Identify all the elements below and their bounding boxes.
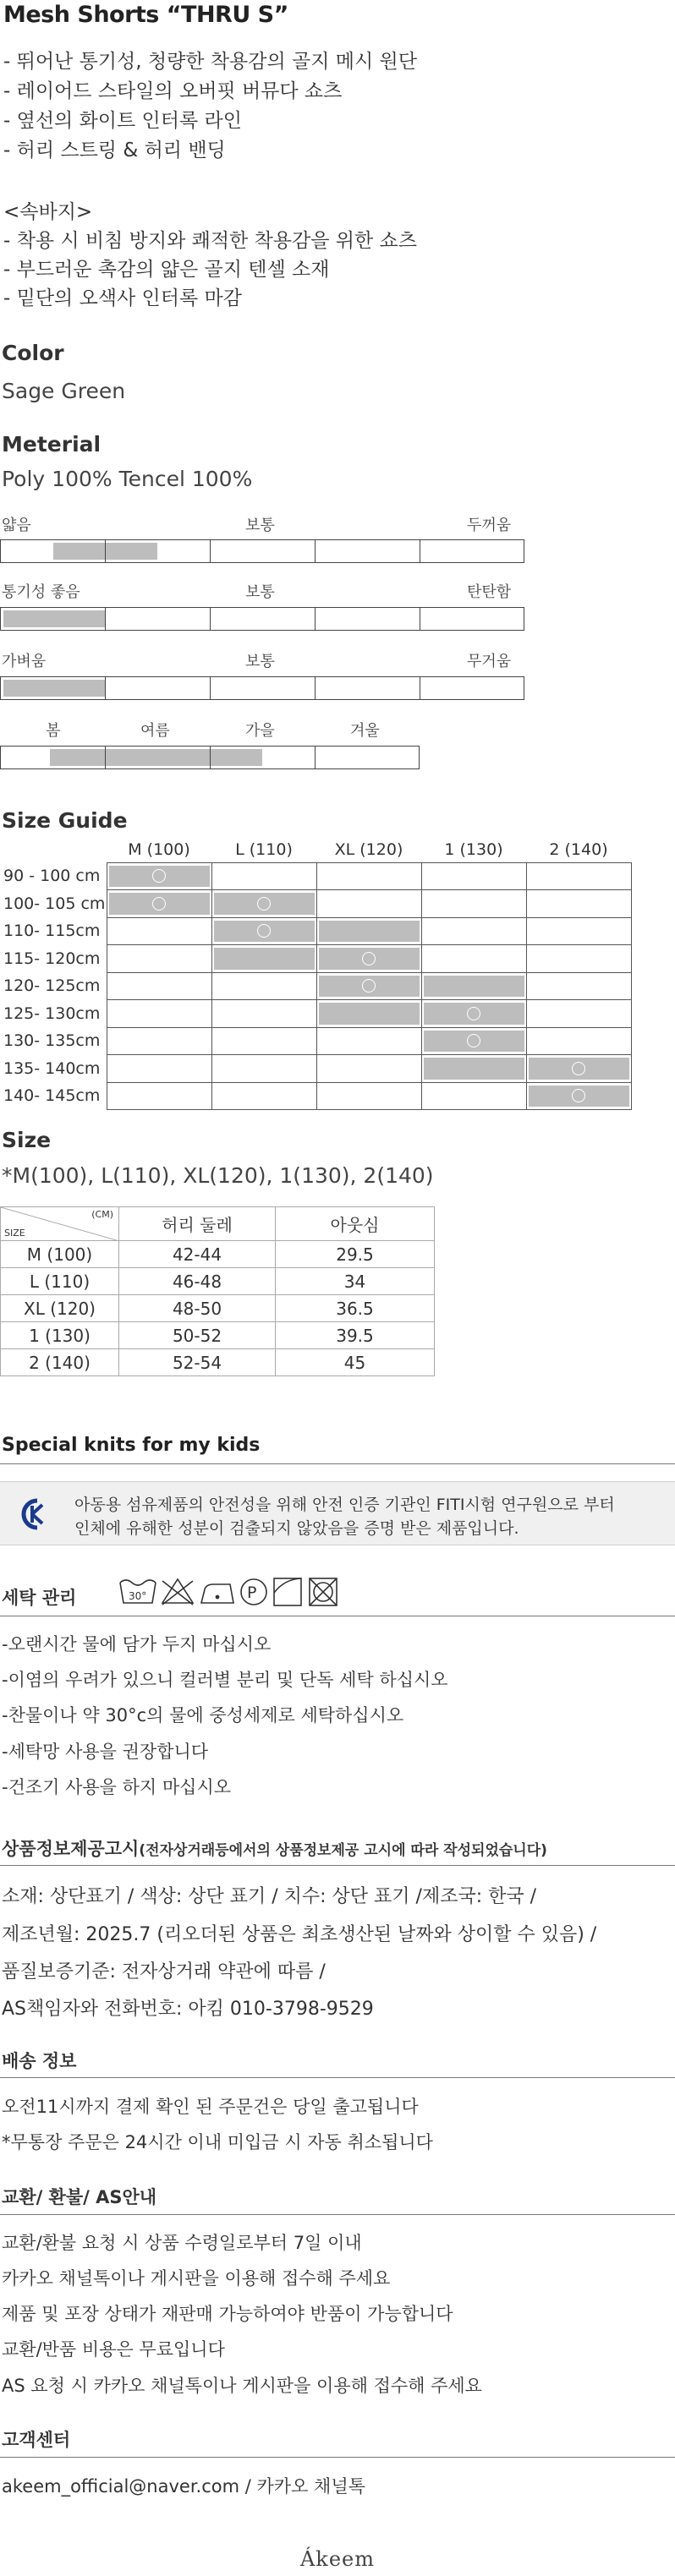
line-dry-icon bbox=[274, 1578, 301, 1605]
size-guide-row-label: 115- 120cm bbox=[3, 949, 101, 968]
size-cell: 42-44 bbox=[119, 1241, 276, 1268]
kc-mark-icon bbox=[20, 1497, 54, 1531]
size-guide-cell bbox=[107, 1000, 211, 1028]
size-guide-cell bbox=[211, 1027, 316, 1055]
size-cell: 34 bbox=[276, 1268, 435, 1295]
size-guide-cell bbox=[526, 917, 631, 945]
size-guide-row-label: 110- 115cm bbox=[3, 922, 101, 941]
description-line: - 허리 스트링 & 허리 밴딩 bbox=[3, 139, 226, 161]
care-item: -찬물이나 약 30°c의 물에 중성세제로 세탁하십시오 bbox=[2, 1705, 404, 1726]
size-guide-row bbox=[0, 945, 631, 973]
size-guide-row-label: 90 - 100 cm bbox=[3, 867, 101, 886]
size-guide-row bbox=[0, 862, 631, 890]
size-cell: 52-54 bbox=[119, 1349, 276, 1376]
size-cell: 1 (130) bbox=[1, 1322, 119, 1349]
material-value: Poly 100% Tencel 100% bbox=[2, 467, 253, 491]
size-guide-cell bbox=[211, 1082, 316, 1110]
scale-right-label: 무거움 bbox=[467, 653, 512, 670]
size-guide-cell bbox=[316, 1055, 421, 1083]
size-guide-row bbox=[0, 1082, 631, 1110]
divider bbox=[0, 2214, 675, 2215]
size-cell: 39.5 bbox=[276, 1322, 435, 1349]
shipping-heading: 배송 정보 bbox=[2, 2051, 77, 2071]
season-label: 봄 bbox=[46, 722, 61, 740]
size-guide-heading: Size Guide bbox=[2, 808, 128, 833]
shipping-line: *무통장 주문은 24시간 이내 미입금 시 자동 취소됩니다 bbox=[2, 2132, 433, 2152]
notice-line: AS책임자와 전화번호: 아킴 010-3798-9529 bbox=[2, 1999, 374, 2020]
best-fit-circle-icon bbox=[572, 1062, 585, 1075]
size-cell: M (100) bbox=[1, 1241, 119, 1268]
size-guide-cell bbox=[421, 1055, 526, 1083]
scale-mid-label: 보통 bbox=[245, 583, 275, 601]
size-guide-column: M (100) bbox=[128, 840, 190, 859]
returns-line: 카카오 채널톡이나 게시판을 이용해 접수해 주세요 bbox=[2, 2268, 391, 2289]
size-guide-row bbox=[0, 917, 631, 945]
care-item: -오랜시간 물에 담가 두지 마십시오 bbox=[2, 1634, 272, 1654]
best-fit-circle-icon bbox=[467, 1034, 480, 1047]
shipping-line: 오전11시까지 결제 확인 된 주문건은 당일 출고됩니다 bbox=[2, 2097, 419, 2117]
best-fit-circle-icon bbox=[572, 1089, 585, 1102]
best-fit-circle-icon bbox=[257, 924, 271, 938]
thickness-scale-bar bbox=[0, 539, 524, 563]
notice-heading-sub: (전자상거래등에서의 상품정보제공 고시에 따라 작성되었습니다) bbox=[139, 1842, 547, 1859]
size-guide-cell bbox=[316, 1027, 421, 1055]
corner-unit-label: (CM) bbox=[91, 1209, 113, 1220]
wash-temp-label: 30° bbox=[129, 1590, 147, 1602]
size-guide-cell bbox=[211, 862, 316, 890]
returns-line: AS 요청 시 카카오 채널톡이나 게시판을 이용해 접수해 주세요 bbox=[2, 2376, 482, 2396]
size-guide-row-label: 135- 140cm bbox=[3, 1058, 101, 1078]
lining-line: - 밑단의 오색사 인터록 마감 bbox=[3, 287, 242, 309]
size-guide-cell bbox=[211, 890, 316, 918]
notice-heading bbox=[2, 1835, 547, 1861]
size-guide-cell bbox=[526, 1027, 631, 1055]
size-list: *M(100), L(110), XL(120), 1(130), 2(140) bbox=[2, 1163, 434, 1188]
no-bleach-icon bbox=[162, 1579, 193, 1605]
size-guide-cell bbox=[421, 1000, 526, 1028]
description-line: - 레이어드 스타일의 오버핏 버뮤다 쇼츠 bbox=[3, 80, 343, 102]
size-guide-cell bbox=[421, 1082, 526, 1110]
no-tumble-dry-icon bbox=[310, 1578, 337, 1605]
breathability-scale-bar bbox=[0, 607, 524, 631]
size-guide-row bbox=[0, 1055, 631, 1083]
size-guide-cell bbox=[421, 917, 526, 945]
size-table-header: 허리 둘레 bbox=[119, 1207, 276, 1241]
notice-line: 제조년월: 2025.7 (리오더된 상품은 최초생산된 날짜와 상이할 수 있음) / bbox=[2, 1924, 597, 1945]
size-guide-cell bbox=[421, 1027, 526, 1055]
size-cell: 36.5 bbox=[276, 1295, 435, 1322]
size-guide-cell bbox=[316, 1000, 421, 1028]
size-table-header: 아웃심 bbox=[276, 1207, 435, 1241]
description-line: - 뛰어난 통기성, 청량한 착용감의 골지 메시 원단 bbox=[3, 51, 417, 73]
scale-left-label: 얇음 bbox=[2, 517, 31, 534]
size-guide-cell bbox=[421, 972, 526, 1000]
size-guide-cell bbox=[211, 1055, 316, 1083]
product-title: Mesh Shorts “THRU S” bbox=[3, 2, 288, 28]
size-cell: XL (120) bbox=[1, 1295, 119, 1322]
size-guide-cell bbox=[316, 972, 421, 1000]
size-guide-row-label: 125- 130cm bbox=[3, 1004, 101, 1023]
size-guide-row bbox=[0, 1027, 631, 1055]
divider bbox=[0, 1463, 675, 1464]
divider bbox=[0, 2077, 675, 2078]
season-label: 가을 bbox=[245, 722, 275, 740]
svg-text:P: P bbox=[247, 1583, 257, 1602]
size-table bbox=[0, 1206, 435, 1376]
notice-line: 품질보증기준: 전자상거래 약관에 따름 / bbox=[2, 1961, 326, 1983]
size-guide-cell bbox=[107, 1082, 211, 1110]
size-guide-cell bbox=[107, 890, 211, 918]
size-guide-cell bbox=[526, 945, 631, 973]
scale-mid-label: 보통 bbox=[245, 653, 275, 670]
size-cell: L (110) bbox=[1, 1268, 119, 1295]
size-table-corner bbox=[1, 1207, 119, 1241]
size-guide-cell bbox=[107, 972, 211, 1000]
size-guide-table bbox=[0, 837, 632, 1110]
best-fit-circle-icon bbox=[152, 897, 166, 911]
divider bbox=[0, 2457, 675, 2458]
size-guide-cell bbox=[526, 1000, 631, 1028]
size-guide-cell bbox=[526, 862, 631, 890]
cs-line: akeem_official@naver.com / 카카오 채널톡 bbox=[2, 2476, 365, 2497]
corner-size-label: SIZE bbox=[4, 1228, 25, 1239]
returns-line: 교환/환불 요청 시 상품 수령일로부터 7일 이내 bbox=[2, 2233, 362, 2253]
size-cell: 2 (140) bbox=[1, 1349, 119, 1376]
size-guide-cell bbox=[526, 1055, 631, 1083]
description-list bbox=[3, 46, 417, 164]
best-fit-circle-icon bbox=[362, 952, 376, 965]
cs-heading: 고객센터 bbox=[2, 2430, 71, 2450]
size-guide-cell bbox=[316, 917, 421, 945]
color-heading: Color bbox=[2, 341, 64, 365]
size-guide-row bbox=[0, 1000, 631, 1028]
divider bbox=[0, 1865, 675, 1866]
returns-line: 제품 및 포장 상태가 재판매 가능하여야 반품이 가능합니다 bbox=[2, 2304, 453, 2324]
size-guide-cell bbox=[421, 862, 526, 890]
season-label: 여름 bbox=[140, 722, 170, 740]
size-guide-row-label: 130- 135cm bbox=[3, 1031, 101, 1051]
kc-text-line: 인체에 유해한 성분이 검출되지 않았음을 증명 받은 제품입니다. bbox=[74, 1519, 519, 1538]
size-guide-column: 2 (140) bbox=[549, 840, 608, 859]
returns-line: 교환/반품 비용은 무료입니다 bbox=[2, 2339, 225, 2360]
size-guide-column: 1 (130) bbox=[444, 840, 503, 859]
scale-right-label: 탄탄함 bbox=[467, 583, 512, 601]
returns-heading: 교환/ 환불/ AS안내 bbox=[2, 2187, 157, 2207]
weight-scale-bar bbox=[0, 676, 524, 700]
care-item: -건조기 사용을 하지 마십시오 bbox=[2, 1777, 232, 1797]
notice-line: 소재: 상단표기 / 색상: 상단 표기 / 치수: 상단 표기 /제조국: 한국 / bbox=[2, 1886, 537, 1907]
size-guide-cell bbox=[211, 917, 316, 945]
size-guide-cell bbox=[211, 945, 316, 973]
size-guide-cell bbox=[316, 890, 421, 918]
size-guide-cell bbox=[107, 1055, 211, 1083]
best-fit-circle-icon bbox=[362, 979, 376, 993]
scale-mid-label: 보통 bbox=[245, 517, 275, 534]
size-guide-cell bbox=[316, 1082, 421, 1110]
season-bar bbox=[0, 746, 420, 769]
lining-line: - 부드러운 촉감의 얇은 골지 텐셀 소재 bbox=[3, 259, 330, 281]
care-item: -이염의 우려가 있으니 컬러별 분리 및 단독 세탁 하십시오 bbox=[2, 1670, 448, 1690]
kc-text-line: 아동용 섬유제품의 안전성을 위해 안전 인증 기관인 FITI시험 연구원으로 부터 bbox=[74, 1496, 615, 1514]
care-icons-row bbox=[118, 1574, 347, 1608]
season-label: 겨울 bbox=[350, 722, 380, 740]
size-guide-column: XL (120) bbox=[334, 840, 403, 859]
size-guide-cell bbox=[211, 972, 316, 1000]
size-guide-cell bbox=[421, 945, 526, 973]
color-value: Sage Green bbox=[2, 379, 126, 403]
size-cell: 29.5 bbox=[276, 1241, 435, 1268]
kc-certification-box bbox=[0, 1481, 675, 1545]
lining-list bbox=[3, 196, 417, 311]
lining-line: - 착용 시 비침 방지와 쾌적한 착용감을 위한 쇼츠 bbox=[3, 230, 417, 252]
best-fit-circle-icon bbox=[257, 897, 271, 911]
size-guide-row bbox=[0, 972, 631, 1000]
size-guide-cell bbox=[107, 945, 211, 973]
care-item: -세탁망 사용을 권장합니다 bbox=[2, 1742, 209, 1762]
brand-logo: Ákeem bbox=[299, 2547, 376, 2571]
size-cell: 50-52 bbox=[119, 1322, 276, 1349]
best-fit-circle-icon bbox=[467, 1007, 480, 1020]
size-cell: 46-48 bbox=[119, 1268, 276, 1295]
size-guide-cell bbox=[316, 945, 421, 973]
size-heading: Size bbox=[2, 1128, 52, 1152]
best-fit-circle-icon bbox=[152, 869, 166, 883]
size-guide-cell bbox=[526, 972, 631, 1000]
special-heading: Special knits for my kids bbox=[2, 1435, 261, 1456]
lining-line: <속바지> bbox=[3, 201, 93, 223]
size-guide-cell bbox=[211, 1000, 316, 1028]
size-guide-cell bbox=[107, 1027, 211, 1055]
care-heading: 세탁 관리 bbox=[2, 1588, 77, 1608]
description-line: - 옆선의 화이트 인터록 라인 bbox=[3, 110, 242, 132]
material-heading: Meterial bbox=[2, 432, 102, 457]
size-guide-cell bbox=[526, 1082, 631, 1110]
size-guide-row-label: 140- 145cm bbox=[3, 1086, 101, 1106]
scale-left-label: 가벼움 bbox=[2, 653, 47, 670]
size-guide-cell bbox=[421, 890, 526, 918]
size-guide-cell bbox=[107, 862, 211, 890]
size-guide-row-label: 100- 105 cm bbox=[3, 894, 106, 913]
scale-right-label: 두꺼움 bbox=[467, 517, 512, 534]
size-cell: 48-50 bbox=[119, 1295, 276, 1322]
size-guide-cell bbox=[316, 862, 421, 890]
size-guide-row bbox=[0, 890, 631, 918]
iron-low-icon bbox=[201, 1584, 233, 1603]
scale-left-label: 통기성 좋음 bbox=[2, 583, 80, 601]
size-cell: 45 bbox=[276, 1349, 435, 1376]
size-guide-column: L (110) bbox=[235, 840, 293, 859]
size-guide-row-label: 120- 125cm bbox=[3, 976, 101, 996]
notice-heading-main: 상품정보제공고시 bbox=[2, 1839, 140, 1859]
size-guide-cell bbox=[107, 917, 211, 945]
size-guide-cell bbox=[526, 890, 631, 918]
